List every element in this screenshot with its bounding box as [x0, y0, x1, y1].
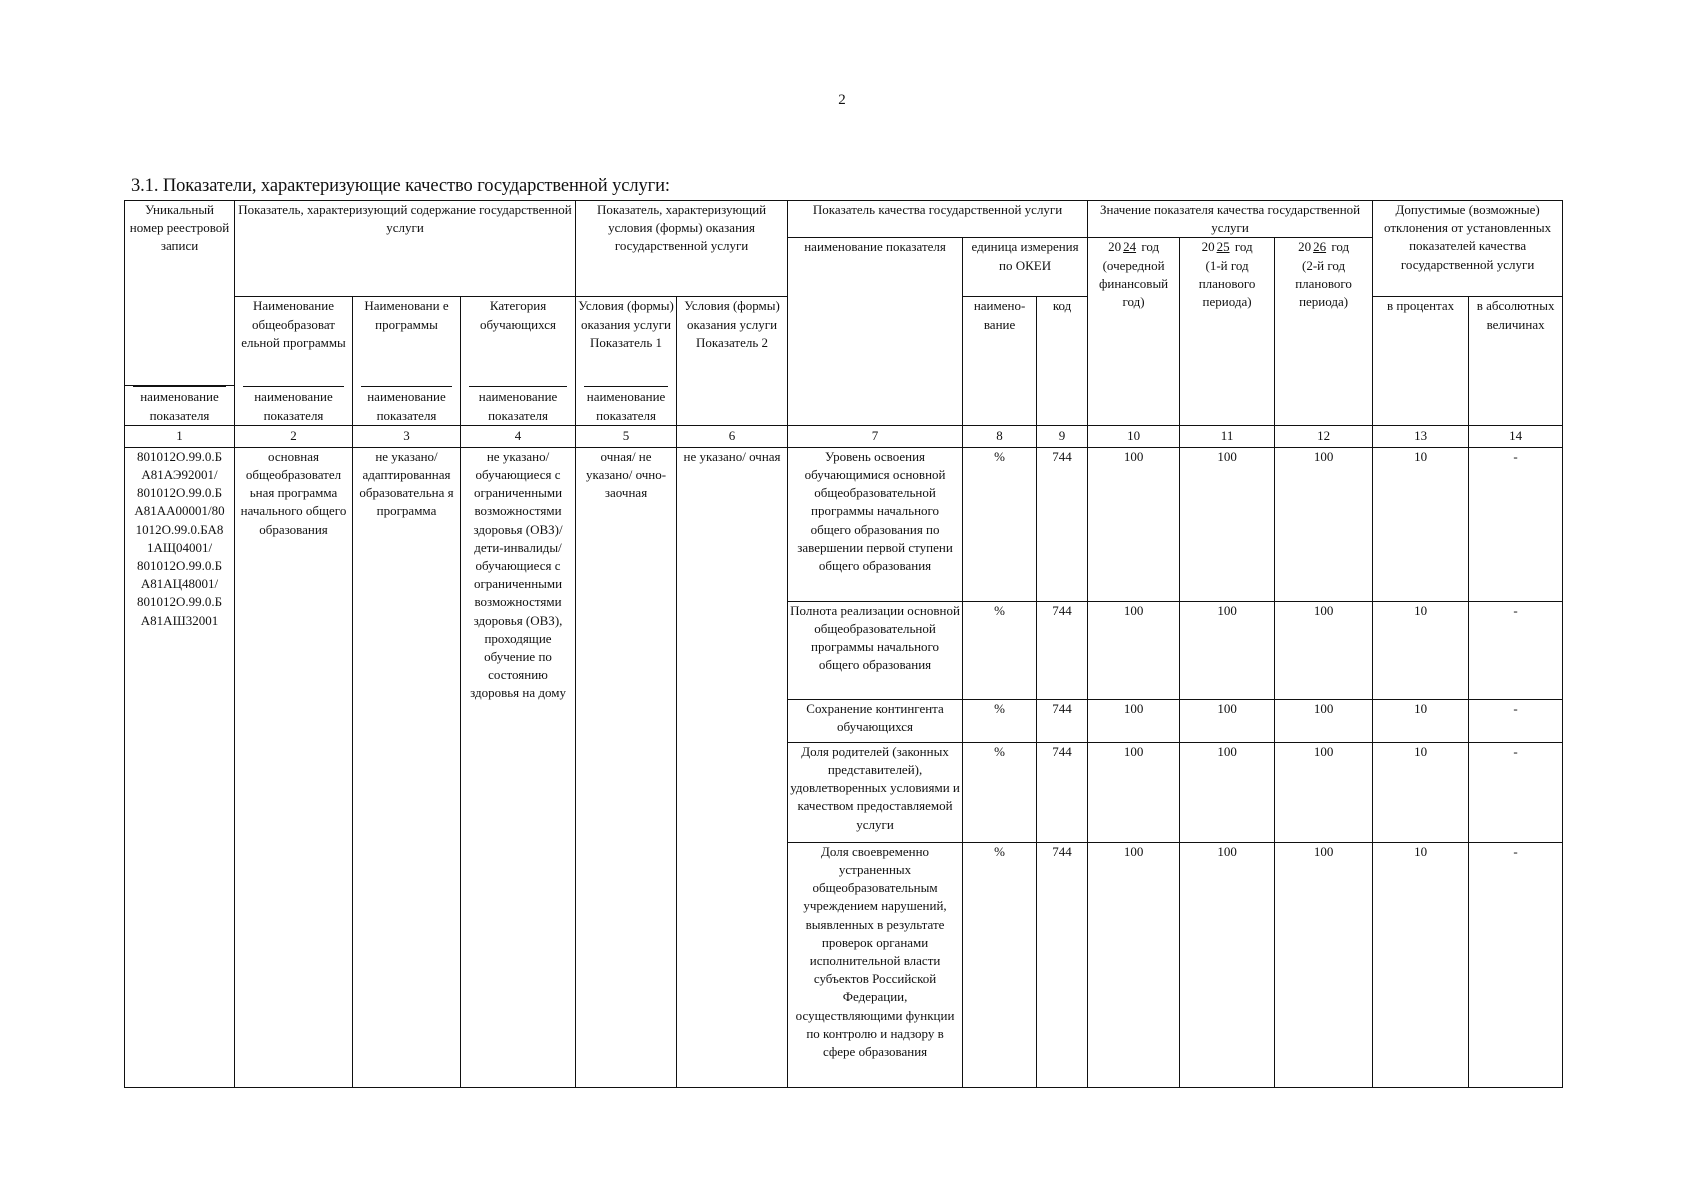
column-number: 7	[788, 425, 963, 447]
column-number: 8	[963, 425, 1037, 447]
indicator-deviation-absolute: -	[1469, 699, 1563, 742]
record-program-name: не указано/ адаптированная образовательна я программа	[353, 447, 461, 1087]
indicator-name: Полнота реализации основной общеобразовательной программы начального общего образования	[788, 601, 963, 699]
header-unit-code: код	[1037, 297, 1088, 425]
column-number: 1	[125, 425, 235, 447]
column-number: 6	[677, 425, 788, 447]
indicator-value-year-1: 100	[1088, 742, 1180, 842]
header-content-group: Показатель, характеризующий содержание государственной услуги	[235, 201, 576, 297]
indicator-value-year-3: 100	[1275, 742, 1373, 842]
indicator-deviation-percent: 10	[1373, 601, 1469, 699]
header-unit-group: единица измерения по ОКЕИ	[963, 238, 1088, 297]
header-program-name: Наименовани е программы	[353, 297, 461, 386]
indicator-name: Доля своевременно устраненных общеобразовательным учреждением нарушений, выявленных в результате проверок органами исполнительной власти субъектов Российской Федерации, осуществляющими функции по контролю и надзору в сфере образования	[788, 842, 963, 1087]
indicator-code: 744	[1037, 742, 1088, 842]
column-number: 14	[1469, 425, 1563, 447]
indicator-code: 744	[1037, 447, 1088, 601]
indicator-deviation-percent: 10	[1373, 447, 1469, 601]
header-year-3: 20 26 год (2-й год планового периода)	[1275, 238, 1373, 425]
indicator-deviation-absolute: -	[1469, 601, 1563, 699]
record-condition-1: очная/ не указано/ очно-заочная	[576, 447, 677, 1087]
header-conditions-group: Показатель, характеризующий условия (формы) оказания государственной услуги	[576, 201, 788, 297]
indicator-value-year-2: 100	[1180, 447, 1275, 601]
header-deviation-absolute: в абсолютных величинах	[1469, 297, 1563, 425]
record-unique-number: 801012О.99.0.Б А81АЭ92001/ 801012О.99.0.Б А81АА00001/80 1012О.99.0.БА8 1АЩ04001/ 801012О.99.0.Б А81АЦ48001/ 801012О.99.0.Б А81АШ32001	[125, 447, 235, 1087]
indicator-unit: %	[963, 699, 1037, 742]
header-unit-name: наимено-вание	[963, 297, 1037, 425]
header-sub-label: наименование показателя	[353, 386, 461, 425]
column-number: 12	[1275, 425, 1373, 447]
indicator-value-year-2: 100	[1180, 842, 1275, 1087]
column-number: 3	[353, 425, 461, 447]
column-number: 9	[1037, 425, 1088, 447]
indicator-value-year-1: 100	[1088, 601, 1180, 699]
column-number: 4	[461, 425, 576, 447]
table-row	[125, 447, 1563, 601]
indicator-deviation-percent: 10	[1373, 699, 1469, 742]
indicator-value-year-1: 100	[1088, 699, 1180, 742]
indicator-value-year-2: 100	[1180, 699, 1275, 742]
header-deviation-percent: в процентах	[1373, 297, 1469, 425]
header-year-1: 20 24 год (очередной финансовый год)	[1088, 238, 1180, 425]
record-category: не указано/ обучающиеся с ограниченными возможностями здоровья (ОВЗ)/ дети-инвалиды/ обучающиеся с ограниченными возможностями здоровья (ОВЗ), проходящие обучение по состоянию здоровья на дому	[461, 447, 576, 1087]
column-number: 2	[235, 425, 353, 447]
indicator-unit: %	[963, 447, 1037, 601]
indicator-deviation-percent: 10	[1373, 842, 1469, 1087]
quality-indicators-table	[124, 200, 1563, 1088]
header-sub-label: наименование показателя	[125, 386, 235, 425]
header-program: Наименование общеобразоват ельной программы	[235, 297, 353, 386]
header-deviation-group: Допустимые (возможные) отклонения от установленных показателей качества государственной услуги	[1373, 201, 1563, 297]
record-condition-2: не указано/ очная	[677, 447, 788, 1087]
header-sub-label: наименование показателя	[461, 386, 576, 425]
indicator-value-year-1: 100	[1088, 842, 1180, 1087]
indicator-deviation-absolute: -	[1469, 742, 1563, 842]
column-number: 11	[1180, 425, 1275, 447]
column-number: 13	[1373, 425, 1469, 447]
header-condition-1: Условия (формы) оказания услуги Показатель 1	[576, 297, 677, 386]
indicator-code: 744	[1037, 842, 1088, 1087]
indicator-deviation-absolute: -	[1469, 447, 1563, 601]
indicator-code: 744	[1037, 601, 1088, 699]
header-sub-label: наименование показателя	[235, 386, 353, 425]
indicator-unit: %	[963, 601, 1037, 699]
indicator-name: Сохранение контингента обучающихся	[788, 699, 963, 742]
indicator-deviation-percent: 10	[1373, 742, 1469, 842]
indicator-value-year-3: 100	[1275, 699, 1373, 742]
header-quality-name: наименование показателя	[788, 238, 963, 425]
indicator-name: Доля родителей (законных представителей), удовлетворенных условиями и качеством предоставляемой услуги	[788, 742, 963, 842]
indicator-value-year-3: 100	[1275, 601, 1373, 699]
header-sub-label: наименование показателя	[576, 386, 677, 425]
section-title: 3.1. Показатели, характеризующие качество государственной услуги:	[131, 176, 670, 196]
column-number: 10	[1088, 425, 1180, 447]
indicator-value-year-3: 100	[1275, 842, 1373, 1087]
indicator-unit: %	[963, 742, 1037, 842]
indicator-name: Уровень освоения обучающимися основной общеобразовательной программы начального общего образования по завершении первой ступени общего образования	[788, 447, 963, 601]
indicator-value-year-2: 100	[1180, 601, 1275, 699]
indicator-unit: %	[963, 842, 1037, 1087]
header-condition-2: Условия (формы) оказания услуги Показатель 2	[677, 297, 788, 386]
indicator-code: 744	[1037, 699, 1088, 742]
header-year-2: 20 25 год (1-й год планового периода)	[1180, 238, 1275, 425]
header-quality-group: Показатель качества государственной услуги	[788, 201, 1088, 238]
indicator-value-year-3: 100	[1275, 447, 1373, 601]
page-number: 2	[838, 92, 846, 108]
indicator-value-year-1: 100	[1088, 447, 1180, 601]
header-category: Категория обучающихся	[461, 297, 576, 386]
indicator-deviation-absolute: -	[1469, 842, 1563, 1087]
column-number: 5	[576, 425, 677, 447]
record-program: основная общеобразовател ьная программа начального общего образования	[235, 447, 353, 1087]
header-unique-number: Уникальный номер реестровой записи	[125, 201, 235, 386]
indicator-value-year-2: 100	[1180, 742, 1275, 842]
header-values-group: Значение показателя качества государственной услуги	[1088, 201, 1373, 238]
